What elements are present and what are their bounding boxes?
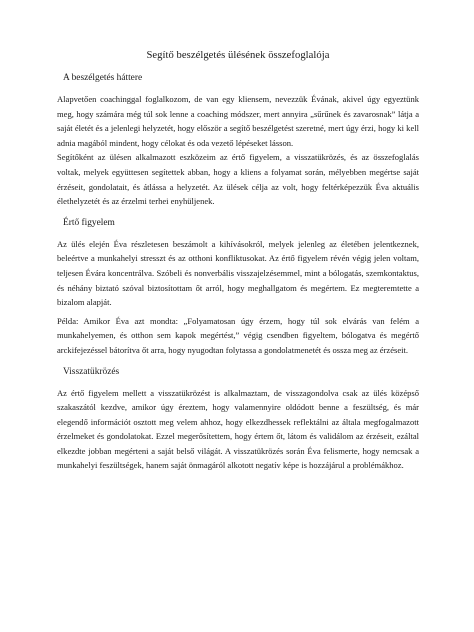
section-heading-reflection: Visszatükrözés: [63, 366, 120, 377]
reflection-paragraph-1: Az értő figyelem mellett a visszatükrözést is alkalmaztam, de visszagondolva csak az ülés középső szakaszától kezdve, amikor úgy éreztem, hogy valamennyire oldódott benne a feszültség, és már elegendő információt osztott meg velem ahhoz, hogy elkezdhessek reflektálni az általa megfogalmazott érzelmeket és gondolatokat. Ezzel megerősítettem, hogy értem őt, látom és validálom az érzéseit, ezáltal elkezdte jobban megérteni a saját belső világát. A visszatükrözés során Éva felismerte, hogy nemcsak a munkahelyi feszültségek, hanem saját önmagáról alkotott negatív képe is hozzájárul a problémákhoz.: [57, 387, 419, 471]
document-title: Segítő beszélgetés ülésének összefoglalója: [146, 50, 330, 61]
section-heading-background: A beszélgetés háttere: [63, 73, 143, 83]
active-listening-paragraph-2: Példa: Amikor Éva azt mondta: „Folyamatosan úgy érzem, hogy túl sok elvárás van felém a munkahelyemen, és otthon sem kapok megértést,” végig csendben figyeltem, bólogatva és megértő arckifejezéssel bátorítva őt arra, hogy nyugodtan folytassa a gondolatmenetét és ossza meg az érzéseit.: [57, 315, 419, 355]
background-paragraph-1: Alapvetően coachinggal foglalkozom, de van egy kliensem, nevezzük Évának, akivel úgy egyeztünk meg, hogy számára még túl sok lenne a coaching módszer, mert annyira „sűrűnek és zavarosnak” látja a saját életét és a jelenlegi helyzetét, hogy először a segítő beszélgetést szeretné, mert úgy érzi, hogy ki kell adnia magából mindent, hogy célokat és oda vezető lépéseket lásson.: [57, 94, 419, 148]
active-listening-paragraph-1: Az ülés elején Éva részletesen beszámolt a kihívásokról, melyek jelenleg az életében jelentkeznek, beleértve a munkahelyi stresszt és az otthoni konfliktusokat. Az értő figyelem révén végig jelen voltam, teljesen Évára koncentrálva. Szóbeli és nonverbális visszajelzésemmel, mint a bólogatás, szemkontaktus, és néhány biztató szóval biztosítottam őt arról, hogy meghallgatom és megértem. Ez megteremtette a bizalom alapját.: [57, 238, 419, 308]
background-paragraph-2: Segítőként az ülésen alkalmazott eszközeim az értő figyelem, a visszatükrözés, és az összefoglalás voltak, melyek együttesen segítettek abban, hogy a kliens a folyamat során, mélyebben megértse saját érzéseit, gondolatait, és átlássa a helyzetét. Az ülések célja az volt, hogy feltérképezzük Éva aktuális élethelyzetét és az érzelmi terhei enyhüljenek.: [57, 152, 419, 207]
section-heading-active-listening: Értő figyelem: [63, 217, 115, 228]
